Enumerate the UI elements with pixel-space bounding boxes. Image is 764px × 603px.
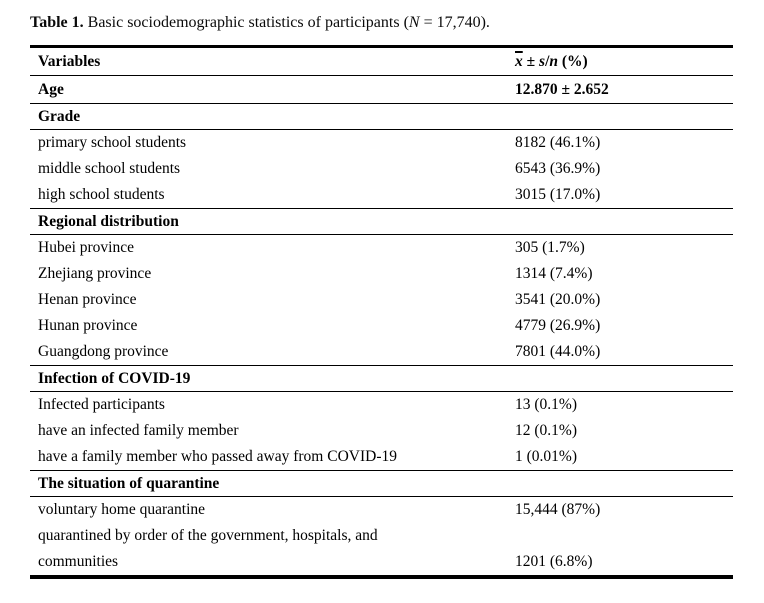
- section-label: Regional distribution: [38, 212, 179, 230]
- row-label: have a family member who passed away from COVID-19: [38, 448, 397, 465]
- row-label: high school students: [38, 186, 165, 203]
- section-label: Grade: [38, 107, 81, 125]
- row-label: Hunan province: [38, 317, 138, 334]
- row-label: primary school students: [38, 134, 187, 151]
- table-caption: [30, 12, 734, 34]
- table-row: [30, 287, 733, 313]
- table-header-row: [30, 48, 733, 76]
- table-row: [30, 156, 733, 182]
- sd-symbol: s: [539, 52, 546, 70]
- row-label: communities: [38, 553, 119, 570]
- row-label: Hubei province: [38, 239, 134, 256]
- column-header-variables: Variables: [38, 52, 101, 70]
- section-label: Infection of COVID-19: [38, 369, 191, 387]
- section-header-regional-distribution: [30, 208, 733, 235]
- caption-text: Basic sociodemographic statistics of participants (: [83, 14, 409, 31]
- row-label: Infected participants: [38, 396, 165, 413]
- column-header-statistic: [515, 53, 733, 71]
- section-header-quarantine: [30, 470, 733, 497]
- row-label: voluntary home quarantine: [38, 501, 206, 518]
- section-label: The situation of quarantine: [38, 474, 220, 492]
- row-value: 15,444 (87%): [515, 501, 601, 518]
- row-value: 7801 (44.0%): [515, 343, 601, 360]
- table-row: [30, 235, 733, 261]
- percent-label: (%): [558, 52, 588, 70]
- row-label: Zhejiang province: [38, 265, 152, 282]
- row-value: 1201 (6.8%): [515, 553, 593, 570]
- row-value: 1 (0.01%): [515, 448, 577, 465]
- row-value: 4779 (26.9%): [515, 317, 601, 334]
- row-value: 305 (1.7%): [515, 239, 585, 256]
- table-number-label: Table 1.: [30, 14, 84, 31]
- row-label: Guangdong province: [38, 343, 169, 360]
- row-value: 13 (0.1%): [515, 396, 577, 413]
- slash-symbol: /: [545, 52, 550, 70]
- row-value: 12.870 ± 2.652: [515, 80, 609, 98]
- table-row: [30, 392, 733, 418]
- row-label: Henan province: [38, 291, 137, 308]
- row-value: 12 (0.1%): [515, 422, 577, 439]
- row-label: have an infected family member: [38, 422, 239, 439]
- n-symbol: n: [549, 52, 558, 70]
- row-label: middle school students: [38, 160, 181, 177]
- row-value: 8182 (46.1%): [515, 134, 601, 151]
- table-row: [30, 130, 733, 156]
- section-header-infection: [30, 365, 733, 392]
- sample-size-symbol: N: [408, 14, 420, 31]
- xbar-symbol: $\overline{x}$: [515, 52, 523, 70]
- table-row: [30, 549, 733, 575]
- table-row: [30, 497, 733, 523]
- table-row: [30, 182, 733, 208]
- row-value: 6543 (36.9%): [515, 160, 601, 177]
- row-value: 3015 (17.0%): [515, 186, 601, 203]
- row-label: Age: [38, 80, 64, 98]
- table-row: [30, 261, 733, 287]
- table-row-age: [30, 76, 733, 103]
- section-header-grade: [30, 103, 733, 130]
- caption-text-end: = 17,740).: [419, 14, 490, 31]
- table-row: [30, 418, 733, 444]
- table-row: [30, 523, 733, 549]
- table-row: [30, 339, 733, 365]
- table-row: [30, 444, 733, 470]
- sociodemographic-table: [30, 45, 733, 579]
- table-row: [30, 313, 733, 339]
- row-value: 1314 (7.4%): [515, 265, 593, 282]
- plusminus-symbol: ±: [522, 52, 540, 70]
- row-label: quarantined by order of the government, hospitals, and: [38, 527, 378, 544]
- row-value: 3541 (20.0%): [515, 291, 601, 308]
